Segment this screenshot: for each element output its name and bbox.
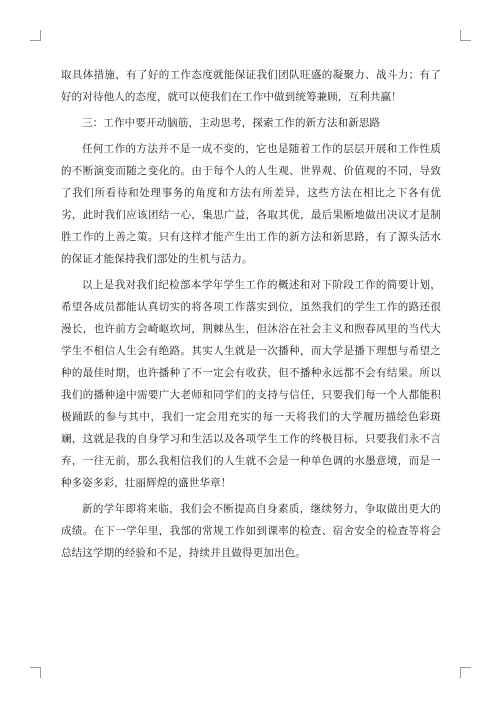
crop-mark-top-left — [30, 30, 41, 41]
paragraph-methods: 任何工作的方法并不是一成不变的，它也是随着工作的层层开展和工作性质的不断演变而随之变化的。由于每个人的人生观、世界观、价值观的不同，导致了我们所看待和处理事务的角度和方法有所差异，这些方法在相比之下各有优劣，此时我们应该团结一心，集思广益，各取其优，最后果断地做出决议才是制胜工作的上善之策。只有这样才能产生出工作的新方法和新思路，有了源头活水的保证才能保持我们部处的生机与活力。 — [61, 143, 441, 265]
paragraph-summary: 以上是我对我们纪检部本学年学生工作的概述和对下阶段工作的简要计划，希望各成员都能认真切实的将各项工作落实到位，虽然我们的学生工作的路还很漫长，也许前方会崎岖坎坷，荆棘丛生，但沐浴在社会主义和煦春风里的当代大学生不相信人生会有绝路。其实人生就是一次播种，而大学是播下理想与希望之种的最佳时期，也许播种了不一定会有收获，但不播种永远都不会有结果。所以我们的播种途中需要广大老师和同学们的支持与信任，只要我们每一个人都能积极踊跃的参与其中，我们一定会用充实的每一天将我们的大学履历描绘色彩斑斓，这就是我的自身学习和生活以及各项学生工作的终极目标，只要我们永不言弃，一往无前，那么我相信我们的人生就不会是一种单色调的水墨意境，而是一种多姿多彩，壮丽辉煌的盛世华章！ — [61, 279, 441, 489]
section-heading-three: 三：工作中要开动脑筋，主动思考，探索工作的新方法和新思路 — [82, 117, 381, 129]
crop-mark-top-right — [460, 30, 471, 41]
paragraph-continuation: 取具体措施，有了好的工作态度就能保证我们团队旺盛的凝聚力、战斗力；有了好的对待他人的态度，就可以使我们在工作中做到统筹兼顾，互利共赢！ — [61, 69, 441, 103]
paragraph-new-year: 新的学年即将来临，我们会不断提高自身素质，继续努力，争取做出更大的成绩。在下一学年里，我部的常规工作如到课率的检查、宿舍安全的检查等将会总结这学期的经验和不足，持续并且做得更加出色。 — [61, 503, 441, 559]
crop-mark-bottom-left — [30, 667, 41, 678]
crop-mark-bottom-right — [460, 667, 471, 678]
document-body — [61, 64, 441, 568]
